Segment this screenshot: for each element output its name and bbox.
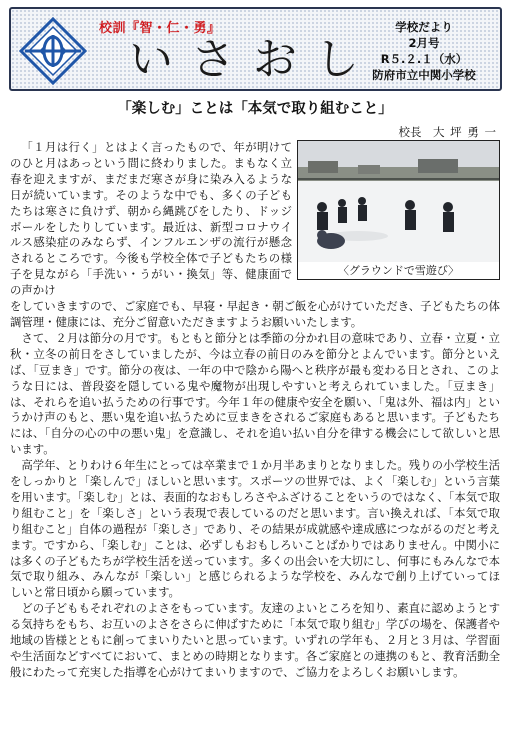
issue-info — [368, 19, 480, 83]
photo-caption: 〈グラウンドで雪遊び〉 — [337, 264, 460, 277]
issue-date: R５.２.１（水） — [380, 52, 468, 66]
paragraph-1-continued: をしていきますので、ご家庭でも、早寝・早起き・朝ご飯を心がけていただき、子どもたちの体調管理・健康には、充分ご留意いただきますようお願いいたします。 — [10, 299, 500, 329]
school-emblem-icon — [19, 17, 87, 85]
article-body — [10, 140, 500, 681]
issue-type: 学校だより — [395, 20, 453, 34]
issue-month: 2月号 — [408, 36, 440, 50]
school-name: 防府市立中関小学校 — [372, 68, 476, 82]
paragraph-1: 「１月は行く」とはよく言ったもので、年が明けてのひと月はあっという間に終わりました。まもなく立春を迎えますが、まだまだ寒さが身に染み入るような日が続いています。そのような中でも、多くの子どもたちは寒さに負けず、朝から縄跳びをしたり、ドッジボールをしたりしています。最近は、新型コロナウイルス感染症のみならず、インフルエンザの流行が懸念されるところです。今後も学校全体で子どもたちの様子を見ながら「手洗い・うがい・換気」等、健康面での声かけ — [10, 140, 292, 298]
paragraph-4: どの子どももそれぞれのよさをもっています。友達のよいところを知り、素直に認めようとする気持ちをもち、お互いのよさをさらに伸ばすために「本気で取り組む」学びの場を、保護者や地域の皆様とともに創ってまいりたいと思っています。いずれの学年も、２月と３月は、学習面や生活面などすべてにおいて、まとめの時期となります。各ご家庭との連携のもと、教育活動全般にわたって充実した指導を心がけてまいりますので、ご協力をよろしくお願いします。 — [10, 601, 500, 679]
article-headline: 「楽しむ」ことは「本気で取り組むこと」 — [117, 101, 393, 117]
paragraph-2: さて、２月は節分の月です。もともと節分とは季節の分かれ目の意味であり、立春・立夏・立秋・立冬の前日をさしていましたが、今は立春の前日のみを節分とよんでいます。節分といえば、「豆まき」です。節分の夜は、一年の中で陰から陽へと秩序が最も変わる日とされ、このような日には、普段姿を隠している鬼や魔物が出現しやすいと考えられていました。「豆まき」は、それらを追い払うための行事です。今年１年の健康や安全を願い、「鬼は外、福は内」というかけ声のもと、悪い鬼を追い払うために豆まきをされるご家庭もあると思います。子どもたちには、「自分の心の中の悪い鬼」を意識し、それを追い払い自分を律する機会にして欲しいと思います。 — [10, 330, 500, 457]
school-motto: 校訓『智・仁・勇』 — [99, 21, 221, 36]
masthead — [9, 7, 502, 91]
article-author: 校長 大 坪 勇 一 — [398, 125, 496, 139]
paragraph-3: 高学年、とりわけ６年生にとっては卒業まで１か月半あまりとなりました。残りの小学校生活をしっかりと「楽しんで」ほしいと思います。スポーツの世界では、よく「楽しむ」という言葉を用います。「楽しむ」とは、表面的なおもしろさやふざけることをいうのではなく、「本気で取り組むこと」を「楽しさ」という表現で表しているのだと思います。言い換えれば、「本気で取り組むこと」自体の過程が「楽しさ」であり、その結果が成就感や達成感につながるのだと考えます。ですから、「楽しむ」ことは、必ずしもおもしろいことばかりではありません。中関小には多くの子どもたちが学校生活を送っています。多くの出会いを大切にし、何事にもみんなで本気で取り組み、みんなが「楽しい」と感じられるような学校を、みんなで創り上げていってほしいと常日頃から願っています。 — [10, 458, 500, 600]
newsletter-title: いさおし — [129, 34, 377, 85]
